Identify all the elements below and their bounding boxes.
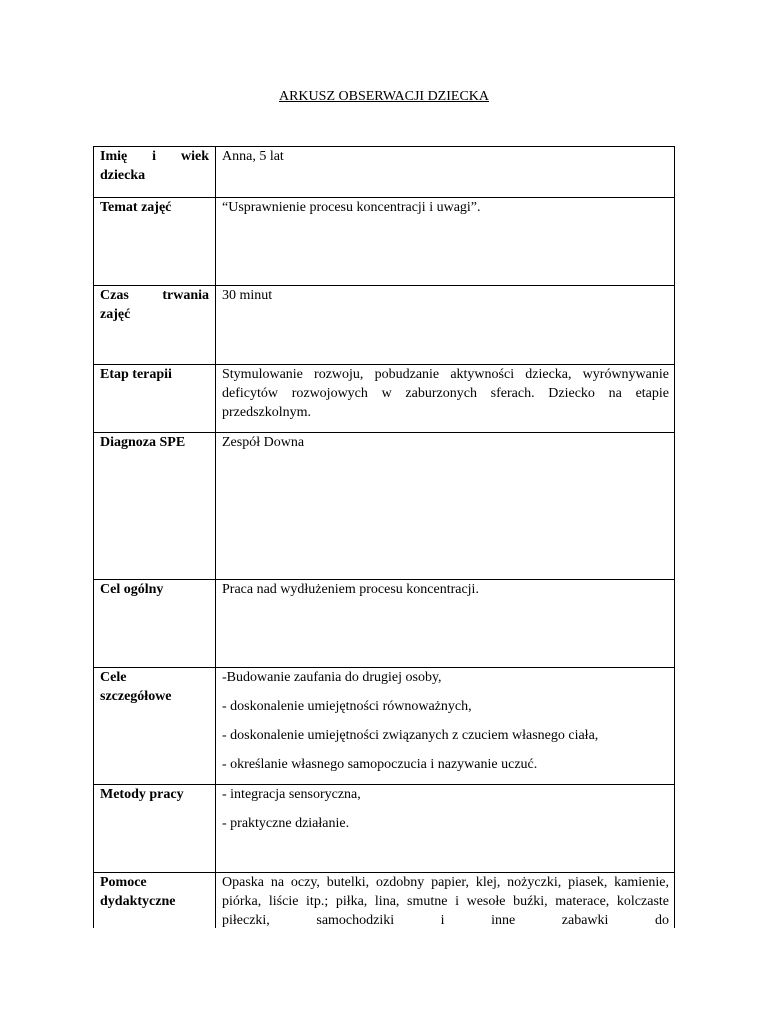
row-value-text: - określanie własnego samopoczucia i nazywanie uczuć. <box>222 756 538 772</box>
observation-table <box>93 146 675 928</box>
row-label <box>94 197 216 285</box>
row-value-text: 30 minut <box>222 287 273 303</box>
row-label <box>94 872 216 928</box>
table-row-duration <box>94 285 675 364</box>
table-row-diagnosis <box>94 432 675 579</box>
row-label <box>94 667 216 784</box>
row-label-line: Temat zajęć <box>100 199 172 215</box>
row-label-line: Czas trwania <box>100 287 209 303</box>
row-value <box>216 784 676 872</box>
row-value-text: Opaska na oczy, butelki, ozdobny papier, klej, nożyczki, piasek, kamienie, piórka, liście itp.; piłka, lina, smutne i wesołe buźki, materace, kolczaste piłeczki, samochodziki i inne zabawki do <box>222 874 669 928</box>
row-value-text: - integracja sensoryczna, <box>222 786 361 802</box>
row-value <box>216 197 676 285</box>
row-value <box>216 432 676 579</box>
row-value <box>216 285 676 364</box>
row-value-text: Stymulowanie rozwoju, pobudzanie aktywności dziecka, wyrównywanie deficytów rozwojowych w zaburzonych sferach. Dziecko na etapie przedszkolnym. <box>222 366 669 420</box>
row-label-line: Cel ogólny <box>100 581 164 597</box>
table-row-teaching-aids <box>94 872 675 928</box>
table-row-work-methods <box>94 784 675 872</box>
row-value-text: -Budowanie zaufania do drugiej osoby, <box>222 669 442 685</box>
row-value <box>216 667 676 784</box>
row-value <box>216 579 676 667</box>
document-title: ARKUSZ OBSERWACJI DZIECKA <box>278 89 489 104</box>
row-value-text: - praktyczne działanie. <box>222 815 350 831</box>
row-label-line: Pomoce <box>100 874 147 890</box>
row-label-line: zajęć <box>100 306 131 322</box>
row-label-line: Diagnoza SPE <box>100 434 186 450</box>
table-row-general-goal <box>94 579 675 667</box>
row-label <box>94 579 216 667</box>
row-label <box>94 285 216 364</box>
row-label-line: Etap terapii <box>100 366 172 382</box>
table-row-topic <box>94 197 675 285</box>
row-label-line: dydaktyczne <box>100 893 176 909</box>
row-label-line: Imię i wiek <box>100 149 209 164</box>
row-value <box>216 147 676 197</box>
row-label <box>94 364 216 432</box>
row-label <box>94 784 216 872</box>
table-row-therapy-stage <box>94 364 675 432</box>
table-row-child-name-age <box>94 147 675 197</box>
row-value <box>216 872 676 928</box>
row-value-text: Praca nad wydłużeniem procesu koncentracji. <box>222 581 479 597</box>
row-value-text: Zespół Downa <box>222 434 305 450</box>
row-value-text: Anna, 5 lat <box>222 149 284 164</box>
row-label-line: szczegółowe <box>100 688 172 704</box>
row-label-line: dziecka <box>100 168 146 183</box>
row-label <box>94 432 216 579</box>
row-value-text: “Usprawnienie procesu koncentracji i uwagi”. <box>222 199 481 215</box>
row-label-line: Cele <box>100 669 127 685</box>
row-label-line: Metody pracy <box>100 786 184 802</box>
row-label <box>94 147 216 197</box>
row-value <box>216 364 676 432</box>
row-value-text: - doskonalenie umiejętności równoważnych, <box>222 698 472 714</box>
table-row-detailed-goals <box>94 667 675 784</box>
row-value-text: - doskonalenie umiejętności związanych z czuciem własnego ciała, <box>222 727 599 743</box>
